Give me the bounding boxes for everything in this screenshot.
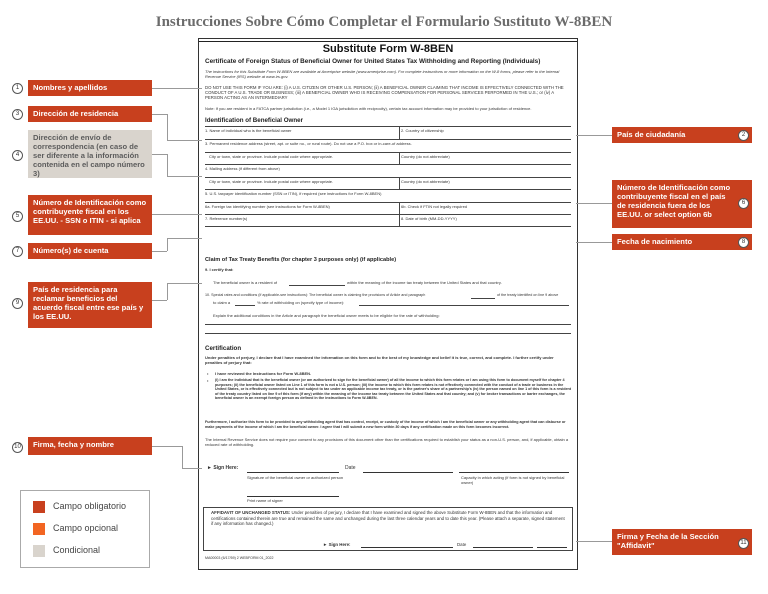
callout-8-label: Fecha de nacimiento — [612, 234, 752, 250]
callout-7-label: Número(s) de cuenta — [28, 243, 152, 259]
legend-conditional-swatch — [33, 545, 45, 557]
field-6b-label: 6b. Check if FTIN not legally required — [401, 204, 468, 209]
section-identification: Identification of Beneficial Owner — [205, 117, 303, 124]
print-name-line[interactable] — [247, 496, 339, 497]
affidavit-body: Under penalties of perjury, I declare that I have examined and signed the above Substitute Form W-8BEN and that the information and certifications contained therein are true and remained the same and unchanged during the last three calendar years and to date this year. (Please attach a separate, signed statement if any information has changed.) — [211, 510, 565, 527]
legend-required-label: Campo obligatorio — [53, 501, 127, 511]
line-10b-text: to claim a — [213, 300, 231, 305]
signature-caption: Signature of the beneficial owner or authorized person — [247, 475, 344, 480]
line-10b-end: % rate of withholding on (specify type of income): — [257, 300, 345, 305]
cert-intro: Under penalties of perjury, I declare that I have examined the information on this form and to the best of my knowledge and belief it is true, correct, and complete. I further certify under penalties of perjury that: — [205, 355, 554, 365]
line-10c-text: Explain the additional conditions in the Article and paragraph the beneficial owner meets to be eligible for the rate of withholding: — [213, 313, 440, 318]
field-7-label: 7. Reference number(s) — [205, 216, 248, 221]
cert-bullet-1-marker: • — [207, 371, 209, 376]
callout-10-label: Firma, fecha y nombre — [28, 437, 152, 455]
form-intro: The instructions for this Substitute Form W-8BEN are available at Ameriprise website (www.ameriprise.com). For complete instructions or more information on the W-8 forms, please refer to the Internal Revenue Service (IRS) website at www.irs.gov. — [205, 69, 560, 79]
field-8-label: 8. Date of birth (MM-DD-YYYY) — [401, 216, 457, 221]
affidavit-signature-line[interactable] — [361, 547, 453, 548]
callout-8-number: 8 — [738, 237, 749, 248]
cert-bullet-1: I have reviewed the Instructions for Form W-8BEN. — [215, 371, 312, 376]
section-treaty: Claim of Tax Treaty Benefits (for chapter 3 purposes only) (if applicable) — [205, 257, 397, 263]
field-2-label: 2. Country of citizenship — [401, 128, 444, 133]
legend-optional-label: Campo opcional — [53, 523, 119, 533]
callout-5-number: 5 — [12, 211, 23, 222]
callout-2-label: País de ciudadanía — [612, 127, 752, 143]
field-3-country-label: Country (do not abbreviate) — [401, 154, 450, 159]
callout-5-label: Número de Identificación como contribuyente fiscal en los EE.UU. - SSN o ITIN - si aplica — [28, 195, 152, 235]
callout-6-label: Número de Identificación como contribuyente fiscal en el país de residencia fuera de los EE.UU. or select option 6b — [612, 180, 752, 228]
callout-9-number: 9 — [12, 298, 23, 309]
sign-here-label: ► Sign Here: — [207, 465, 239, 471]
callout-10-number: 10 — [12, 442, 23, 453]
field-3-label: 3. Permanent residence address (street, apt. or suite no., or rural route). Do not use a P.O. box or in-care-of address. — [205, 141, 412, 146]
form-heading: Substitute Form W-8BEN — [322, 43, 454, 55]
line-9a-end: within the meaning of the income tax treaty between the United States and that country. — [347, 280, 502, 285]
callout-4-label: Dirección de envío de correspondencia (en caso de ser diferente a la información contenida en el campo número 3) — [28, 130, 152, 178]
cert-irs-consent: The Internal Revenue Service does not require your consent to any provisions of this document other than the certifications required to establish your status as a non-U.S. person, and, if applicable, obtain a reduced rate of withholding. — [205, 437, 569, 447]
form-subheading: Certificate of Foreign Status of Beneficial Owner for United States Tax Withholding and Reporting (Individuals) — [205, 58, 541, 65]
callout-3-label: Dirección de residencia — [28, 106, 152, 122]
form-warning: DO NOT USE THIS FORM IF YOU ARE: (i) A U.S. CITIZEN OR OTHER U.S. PERSON; (ii) A BENEFICIAL OWNER CLAIMING THAT INCOME IS EFFECTIVELY CONNECTED WITH THE CONDUCT OF A U.S. TRADE OR BUSINESS; (iii) A BENEFICIAL OWNER WHO IS RECEIVING COMPENSATION FOR PERSONAL SERVICES PERFORMED IN THE U.S.; or (iv) A PERSON ACTING AS AN INTERMEDIARY — [205, 85, 564, 100]
form-note: Note: If you are resident in a FATCA partner jurisdiction (i.e., a Model 1 IGA jurisdiction with reciprocity), certain tax account information may be provided to your jurisdiction of residence. — [205, 106, 532, 111]
cert-bullet-2: (i) I am the individual that is the beneficial owner (or am authorized to sign for the beneficial owner) of all the income to which this form relates or I am using this form to document myself for chapter 4 purposes; (ii) the beneficial owner listed on Line 1 of this form is not a U.S. person; (iii) the income to which this form relates is not effectively connected with the conduct of a trade or business in the United States, or is effectively connected but is not subject to tax under an applicable income tax treaty, or is the partner's share of a partnership's (iv) the person named on line 1 of this form is a resident of the treaty country listed on line 9 of this form (if any) within the meaning of the income tax treaty between the United States and that country; and (v) for broker transactions or barter exchanges, the beneficial owner is an exempt foreign person as defined in the instructions to Form W-8BEN. — [215, 378, 571, 401]
substitute-form-w8ben — [198, 38, 578, 570]
callout-2-number: 2 — [738, 130, 749, 141]
callout-7-number: 7 — [12, 246, 23, 257]
line-9a-text: The beneficial owner is a resident of — [213, 280, 278, 285]
capacity-caption: Capacity in which acting (if form is not signed by beneficial owner) — [461, 475, 565, 485]
field-6a-label: 6a. Foreign tax identifying number (see instructions for Form W-8BEN) — [205, 204, 330, 209]
callout-4-number: 4 — [12, 150, 23, 161]
field-4-label: 4. Mailing address (if different from above) — [205, 166, 280, 171]
callout-11-number: 11 — [738, 538, 749, 549]
field-4-country-label: Country (do not abbreviate) — [401, 179, 450, 184]
legend — [20, 490, 150, 568]
affidavit-title: AFFIDAVIT OF UNCHANGED STATUS: — [211, 510, 291, 515]
page-title: Instrucciones Sobre Cómo Completar el Formulario Sustituto W-8BEN — [155, 14, 613, 30]
cert-bullet-2-marker: • — [207, 378, 209, 383]
signature-date-label: Date — [345, 465, 356, 471]
affidavit-date-line[interactable] — [473, 547, 533, 548]
affidavit-text — [211, 510, 565, 527]
legend-optional-swatch — [33, 523, 45, 535]
callout-1-number: 1 — [12, 83, 23, 94]
affidavit-date-label: Date — [457, 542, 467, 547]
signature-date-line[interactable] — [363, 472, 453, 473]
legend-conditional-label: Condicional — [53, 545, 101, 555]
callout-6-number: 6 — [738, 198, 749, 209]
line-10-text: 10. Special rates and conditions (if applicable-see instructions): The beneficial owner is claiming the provisions of Article and paragraph — [205, 293, 426, 297]
field-3-city-label: City or town, state or province. Include postal code where appropriate. — [209, 154, 334, 159]
callout-11-label: Firma y Fecha de la Sección "Affidavit" — [612, 529, 752, 555]
callout-9-label: País de residencia para reclamar beneficios del acuerdo fiscal entre ese país y los EE.UU. — [28, 282, 152, 328]
line-10-end: of the treaty identified on line 9 above — [497, 293, 559, 297]
callout-1-label: Nombres y apellidos — [28, 80, 152, 96]
legend-required-swatch — [33, 501, 45, 513]
affidavit-sign-here: ► Sign Here: — [323, 542, 351, 547]
section-certification: Certification — [205, 345, 242, 352]
callout-3-number: 3 — [12, 109, 23, 120]
field-4-city-label: City or town, state or province. Include postal code where appropriate. — [209, 179, 334, 184]
field-5-label: 5. U.S. taxpayer identification number (SSN or ITIN), if required (see instructions for Form W-8BEN) — [205, 191, 382, 196]
print-name-label: Print name of signer — [247, 498, 283, 503]
form-footer-code: MA00003 (6/17/59) 2 WEBFORM 01_2022 — [205, 556, 274, 560]
line-9-label: 9. I certify that: — [205, 267, 234, 272]
field-1-label: 1. Name of individual who is the beneficial owner — [205, 128, 292, 133]
signature-line[interactable] — [247, 472, 339, 473]
cert-authorization: Furthermore, I authorize this form to be provided to any withholding agent that has control, receipt, or custody of the income of which I am the beneficial owner or any withholding agent that can disburse or make payments of the income of which I am the beneficial owner. I agree that I will submit a new form within 30 days if any certification made on this form becomes incorrect. — [205, 420, 566, 429]
capacity-line[interactable] — [459, 472, 569, 473]
